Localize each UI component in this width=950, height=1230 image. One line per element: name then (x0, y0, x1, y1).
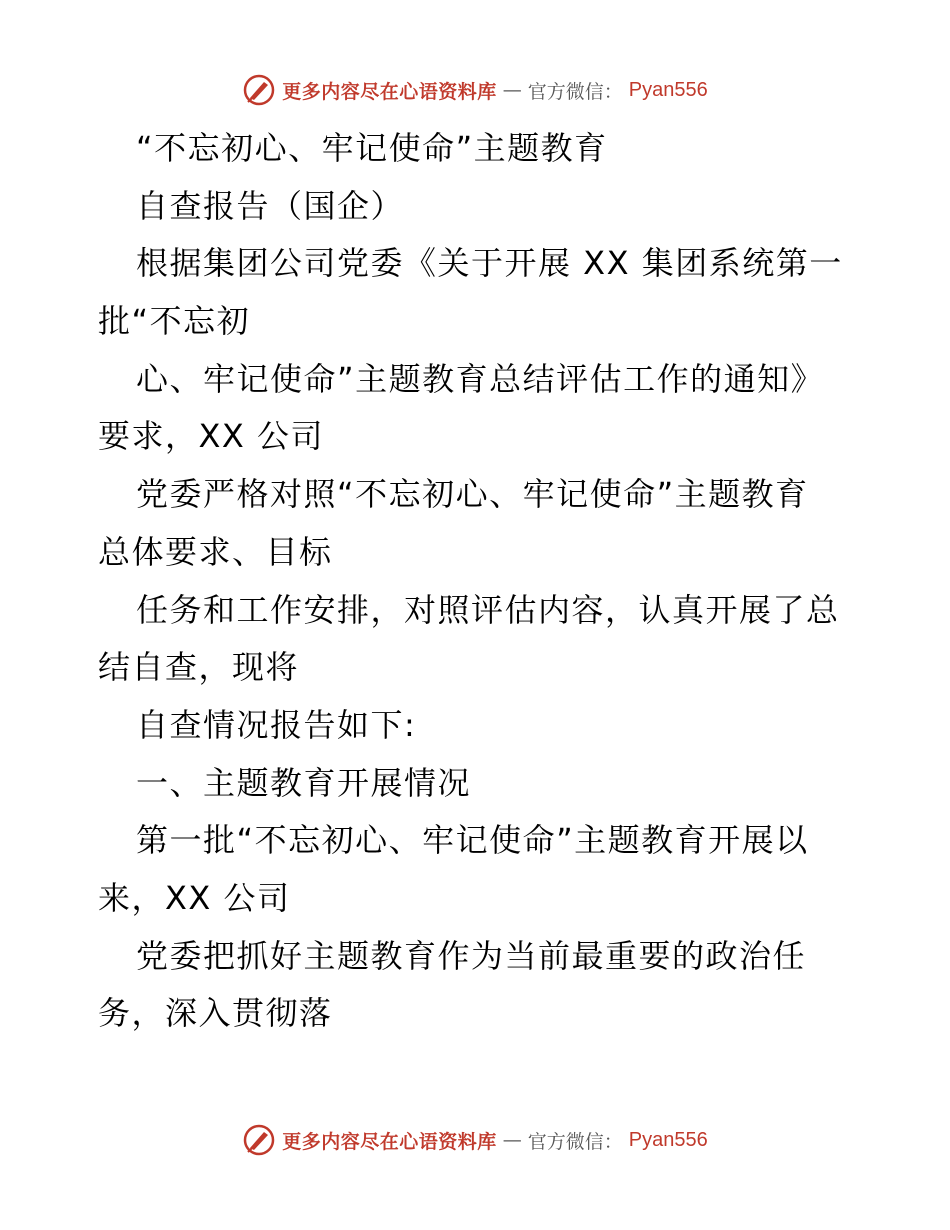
document-line: “不忘初心、牢记使命”主题教育 (136, 129, 608, 167)
watermark-id: Pyan556 (628, 1128, 708, 1151)
document-line: 一、主题教育开展情况 (136, 763, 472, 802)
watermark-main-text: 更多内容尽在心语资料库 (282, 80, 497, 103)
document-line: 要求，XX 公司 (98, 417, 325, 456)
document-line: 总体要求、目标 (98, 532, 333, 571)
quill-logo-icon (242, 73, 276, 107)
watermark-sub-text: 官方微信： (527, 80, 623, 103)
document-line: 来，XX 公司 (98, 878, 291, 917)
watermark-sub-text: 官方微信： (527, 1130, 623, 1153)
header-watermark (0, 70, 950, 110)
document-body (98, 120, 858, 1043)
watermark-id: Pyan556 (628, 78, 708, 101)
document-line: 结自查，现将 (98, 648, 300, 687)
quill-logo-icon (242, 1123, 276, 1157)
document-line: 自查情况报告如下: (136, 705, 417, 744)
document-line: 自查报告（国企） (136, 186, 405, 225)
watermark-dash: — (502, 1129, 522, 1151)
document-line: 根据集团公司党委《关于开展 XX 集团系统第一 (136, 244, 843, 283)
watermark-dash: — (502, 79, 522, 101)
document-line: 任务和工作安排，对照评估内容，认真开展了总 (136, 590, 840, 629)
document-line: 心、牢记使命”主题教育总结评估工作的通知》 (136, 359, 825, 398)
document-line: 批“不忘初 (98, 302, 251, 341)
watermark-main-text: 更多内容尽在心语资料库 (282, 1130, 497, 1153)
document-line: 务，深入贯彻落 (98, 994, 333, 1033)
document-line: 党委把抓好主题教育作为当前最重要的政治任 (136, 936, 807, 975)
document-line: 党委严格对照“不忘初心、牢记使命”主题教育 (136, 475, 809, 514)
document-line: 第一批“不忘初心、牢记使命”主题教育开展以 (136, 821, 809, 860)
footer-watermark (0, 1120, 950, 1160)
